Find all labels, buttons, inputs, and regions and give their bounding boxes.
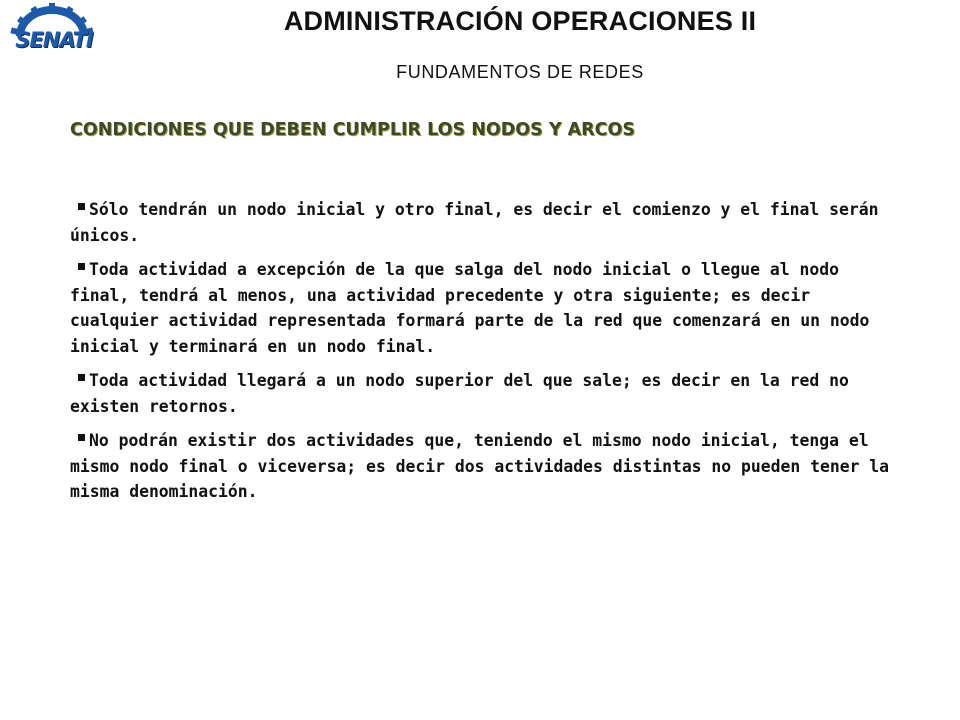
bullet-square-icon xyxy=(78,263,85,270)
list-item xyxy=(70,368,900,419)
bullet-square-icon xyxy=(78,374,85,381)
page-subtitle: FUNDAMENTOS DE REDES xyxy=(396,62,644,82)
bullet-text: No podrán existir dos actividades que, teniendo el mismo nodo inicial, tenga el mismo nodo final o viceversa; es decir dos actividades distintas no pueden tener la misma denominación. xyxy=(70,431,890,501)
section-heading: CONDICIONES QUE DEBEN CUMPLIR LOS NODOS Y ARCOS xyxy=(70,120,635,140)
bullet-square-icon xyxy=(78,203,85,210)
bullet-text: Sólo tendrán un nodo inicial y otro final, es decir el comienzo y el final serán únicos. xyxy=(70,200,879,245)
bullet-text: Toda actividad llegará a un nodo superior del que sale; es decir en la red no existen retornos. xyxy=(70,371,849,416)
bullet-text: Toda actividad a excepción de la que salga del nodo inicial o llegue al nodo final, tendrá al menos, una actividad precedente y otra siguiente; es decir cualquier actividad representada formará parte de la red que comenzará en un nodo inicial y terminará en un nodo final. xyxy=(70,260,870,356)
page-title: ADMINISTRACIÓN OPERACIONES II xyxy=(283,6,757,36)
bullet-square-icon xyxy=(78,434,85,441)
list-item xyxy=(70,428,900,505)
logo-text: SENATI xyxy=(15,28,93,52)
bullet-list xyxy=(70,197,900,514)
list-item xyxy=(70,257,900,359)
list-item xyxy=(70,197,900,248)
